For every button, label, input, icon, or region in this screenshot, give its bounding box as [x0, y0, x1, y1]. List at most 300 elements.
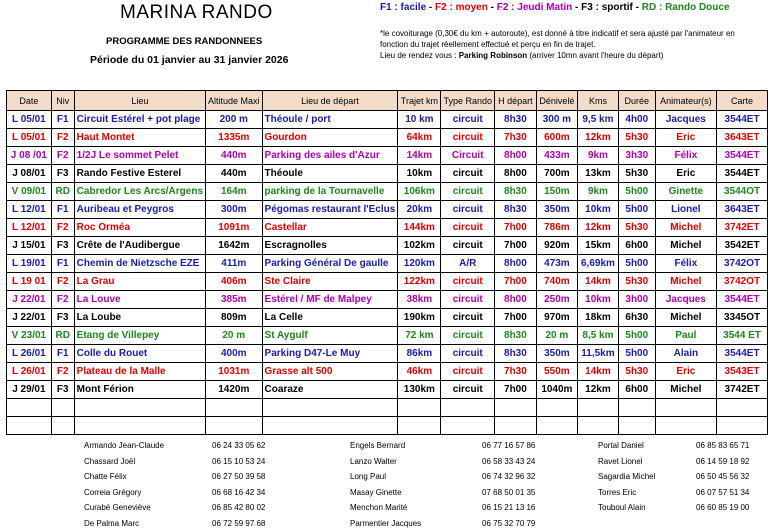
table-cell: Auribeau et Peygros — [74, 201, 205, 219]
table-row — [7, 291, 768, 309]
table-cell: 8h30 — [494, 183, 536, 201]
table-cell: circuit — [441, 345, 495, 363]
legend-item: F3 : sportif — [581, 2, 633, 13]
table-cell: 3742ET — [717, 381, 768, 399]
contact-row — [598, 469, 749, 485]
table-cell: 106km — [398, 183, 441, 201]
table-cell: 20km — [398, 201, 441, 219]
table-cell: F3 — [51, 237, 74, 255]
table-cell: 7h00 — [494, 381, 536, 399]
table-cell: 10 km — [398, 111, 441, 129]
contacts-col-1 — [84, 438, 265, 531]
table-cell: 72 km — [398, 327, 441, 345]
contact-row — [84, 438, 265, 454]
legend-item: RD : Rando Douce — [642, 2, 730, 13]
table-cell: circuit — [441, 237, 495, 255]
contact-phone: 06 74 32 96 32 — [482, 469, 535, 485]
contact-row — [598, 454, 749, 470]
hikes-table — [6, 90, 768, 435]
contact-row — [84, 500, 265, 516]
contact-phone: 06 85 83 65 71 — [696, 438, 749, 454]
table-cell: Jacques — [655, 291, 717, 309]
table-cell: J 22/01 — [7, 291, 52, 309]
table-cell: 1/2J Le sommet Pelet — [74, 147, 205, 165]
contact-phone: 07 68 50 01 35 — [482, 485, 535, 501]
table-cell: 385m — [206, 291, 263, 309]
table-cell: 20 m — [206, 327, 263, 345]
table-cell: 7h00 — [494, 219, 536, 237]
table-cell: 5h00 — [618, 201, 655, 219]
table-cell: circuit — [441, 129, 495, 147]
table-cell: 8,5 km — [577, 327, 618, 345]
table-cell: 8h30 — [494, 201, 536, 219]
contact-phone: 06 58 33 43 24 — [482, 454, 535, 470]
legend-item: - — [633, 2, 642, 13]
carpool-note: *le covoiturage (0,30€ du km + autoroute), est donné à titre indicatif et sera ajusté par l'animateur en fonction du trajet réellement effectué et perçu en fin de trajet. — [380, 28, 765, 50]
empty-cell — [7, 399, 52, 417]
table-cell: 3544ET — [717, 147, 768, 165]
table-row — [7, 183, 768, 201]
empty-cell — [262, 417, 398, 435]
table-cell: 8h30 — [494, 111, 536, 129]
page-title: MARINA RANDO — [120, 2, 273, 24]
table-cell: 3542ET — [717, 237, 768, 255]
table-cell: 440m — [206, 165, 263, 183]
table-cell: Eric — [655, 129, 717, 147]
table-cell: 8h00 — [494, 147, 536, 165]
empty-cell — [717, 399, 768, 417]
contact-phone: 06 24 33 05 62 — [212, 438, 265, 454]
contact-row — [350, 469, 535, 485]
contacts-col-3 — [598, 438, 749, 516]
table-cell: 18km — [577, 309, 618, 327]
table-row — [7, 363, 768, 381]
contact-name: Portal Daniel — [598, 438, 696, 454]
contact-row — [598, 485, 749, 501]
table-cell: 10km — [577, 291, 618, 309]
contact-row — [84, 454, 265, 470]
table-cell: 11,5km — [577, 345, 618, 363]
table-cell: 190km — [398, 309, 441, 327]
table-cell: 7h30 — [494, 363, 536, 381]
table-cell: Circuit Estérel + pot plage — [74, 111, 205, 129]
table-cell: 1642m — [206, 237, 263, 255]
column-header: Date — [7, 91, 52, 111]
table-cell: 433m — [536, 147, 577, 165]
table-cell: 5h00 — [618, 345, 655, 363]
contact-phone: 06 14 59 18 92 — [696, 454, 749, 470]
table-cell: 8h30 — [494, 327, 536, 345]
programme-subtitle: PROGRAMME DES RANDONNEES — [106, 36, 262, 47]
contact-name: De Palma Marc — [84, 516, 212, 531]
table-cell: F2 — [51, 147, 74, 165]
column-header: Animateur(s) — [655, 91, 717, 111]
table-cell: 400m — [206, 345, 263, 363]
contact-row — [84, 469, 265, 485]
table-cell: La Loube — [74, 309, 205, 327]
table-cell: F2 — [51, 273, 74, 291]
table-cell: Cabredor Les Arcs/Argens — [74, 183, 205, 201]
table-cell: 1420m — [206, 381, 263, 399]
table-cell: 46km — [398, 363, 441, 381]
column-header: Kms — [577, 91, 618, 111]
table-cell: 3544ET — [717, 345, 768, 363]
table-cell: circuit — [441, 273, 495, 291]
empty-cell — [51, 417, 74, 435]
contact-row — [350, 438, 535, 454]
table-cell: 7h00 — [494, 309, 536, 327]
table-cell: V 23/01 — [7, 327, 52, 345]
table-cell: F2 — [51, 291, 74, 309]
table-cell: 8h00 — [494, 291, 536, 309]
table-cell: 150m — [536, 183, 577, 201]
contact-row — [84, 485, 265, 501]
table-cell: Michel — [655, 237, 717, 255]
column-header: Type Rando — [441, 91, 495, 111]
table-row — [7, 111, 768, 129]
table-cell: RD — [51, 327, 74, 345]
table-cell: Michel — [655, 219, 717, 237]
table-cell: 10km — [398, 165, 441, 183]
table-cell: 4h00 — [618, 111, 655, 129]
contact-name: Ravet Lionel — [598, 454, 696, 470]
meeting-point-note — [380, 50, 765, 61]
table-cell: Estérel / MF de Malpey — [262, 291, 398, 309]
table-cell: circuit — [441, 183, 495, 201]
table-cell: 700m — [536, 165, 577, 183]
contact-row — [350, 454, 535, 470]
table-cell: Colle du Rouet — [74, 345, 205, 363]
table-cell: 3742OT — [717, 255, 768, 273]
contact-name: Correia Grégory — [84, 485, 212, 501]
level-legend — [380, 2, 730, 13]
table-cell: 8h30 — [494, 345, 536, 363]
table-cell: F1 — [51, 201, 74, 219]
table-cell: 7h00 — [494, 273, 536, 291]
table-cell: 406m — [206, 273, 263, 291]
table-cell: J 08/01 — [7, 165, 52, 183]
table-cell: Michel — [655, 273, 717, 291]
table-cell: 300m — [206, 201, 263, 219]
table-cell: F1 — [51, 111, 74, 129]
table-cell: 14km — [577, 363, 618, 381]
table-cell: 411m — [206, 255, 263, 273]
table-cell: 3742ET — [717, 219, 768, 237]
contact-phone: 06 85 42 80 02 — [212, 500, 265, 516]
table-cell: La Celle — [262, 309, 398, 327]
table-cell: 5h30 — [618, 129, 655, 147]
contact-row — [350, 485, 535, 501]
table-cell: circuit — [441, 219, 495, 237]
table-cell: 3345OT — [717, 309, 768, 327]
table-cell: Coaraze — [262, 381, 398, 399]
table-cell: 3544ET — [717, 111, 768, 129]
table-cell: F2 — [51, 129, 74, 147]
table-cell: L 19/01 — [7, 255, 52, 273]
table-header-row — [7, 91, 768, 111]
table-cell: 9km — [577, 183, 618, 201]
table-row — [7, 309, 768, 327]
table-cell: Castellar — [262, 219, 398, 237]
contact-name: Long Paul — [350, 469, 482, 485]
empty-cell — [51, 399, 74, 417]
column-header: Altitude Maxi — [206, 91, 263, 111]
empty-cell — [7, 417, 52, 435]
table-cell: 3543ET — [717, 363, 768, 381]
empty-cell — [536, 417, 577, 435]
table-cell: 5h30 — [618, 165, 655, 183]
table-cell: J 22/01 — [7, 309, 52, 327]
period-label: Période du 01 janvier au 31 janvier 2026 — [90, 54, 288, 66]
table-cell: Jacques — [655, 111, 717, 129]
table-cell: 920m — [536, 237, 577, 255]
table-cell: 5h30 — [618, 273, 655, 291]
table-row — [7, 273, 768, 291]
table-cell: Pégomas restaurant l'Eclus — [262, 201, 398, 219]
legend-item: - — [426, 2, 435, 13]
table-cell: Théoule / port — [262, 111, 398, 129]
contact-phone: 06 50 45 56 32 — [696, 469, 749, 485]
contact-phone: 06 72 59 97 68 — [212, 516, 265, 531]
table-cell: 9km — [577, 147, 618, 165]
empty-cell — [618, 417, 655, 435]
table-cell: circuit — [441, 327, 495, 345]
legend-item: F2 : Jeudi Matin — [497, 2, 573, 13]
contact-name: Torres Eric — [598, 485, 696, 501]
column-header: Durée — [618, 91, 655, 111]
empty-cell — [494, 399, 536, 417]
table-cell: F1 — [51, 345, 74, 363]
table-cell: St Aygulf — [262, 327, 398, 345]
table-cell: 130km — [398, 381, 441, 399]
table-cell: 5h00 — [618, 183, 655, 201]
empty-cell — [577, 399, 618, 417]
table-cell: circuit — [441, 291, 495, 309]
table-cell: L 19 01 — [7, 273, 52, 291]
table-cell: 102km — [398, 237, 441, 255]
table-cell: 350m — [536, 345, 577, 363]
table-row — [7, 255, 768, 273]
table-cell: circuit — [441, 201, 495, 219]
table-row — [7, 165, 768, 183]
table-cell: 12km — [577, 129, 618, 147]
table-cell: Mont Férion — [74, 381, 205, 399]
table-cell: Chemin de Nietzsche EZE — [74, 255, 205, 273]
table-cell: Plateau de la Malle — [74, 363, 205, 381]
table-cell: 20 m — [536, 327, 577, 345]
table-cell: 440m — [206, 147, 263, 165]
notes-block — [380, 28, 765, 61]
contact-name: Menchon Marité — [350, 500, 482, 516]
table-cell: 200 m — [206, 111, 263, 129]
table-row — [7, 201, 768, 219]
contact-name: Masay Ginette — [350, 485, 482, 501]
meeting-prefix: Lieu de rendez vous : — [380, 51, 459, 60]
table-cell: Roc Orméa — [74, 219, 205, 237]
table-cell: Michel — [655, 381, 717, 399]
table-cell: Escragnolles — [262, 237, 398, 255]
empty-cell — [441, 399, 495, 417]
table-cell: 3643ET — [717, 201, 768, 219]
table-row — [7, 147, 768, 165]
table-cell: circuit — [441, 363, 495, 381]
table-cell: 14km — [398, 147, 441, 165]
table-cell: J 29/01 — [7, 381, 52, 399]
contact-phone: 06 75 32 70 79 — [482, 516, 535, 531]
table-row — [7, 219, 768, 237]
table-cell: 8h00 — [494, 255, 536, 273]
contact-phone: 06 68 16 42 34 — [212, 485, 265, 501]
table-cell: La Louve — [74, 291, 205, 309]
table-cell: Crête de l'Audibergue — [74, 237, 205, 255]
table-cell: 300 m — [536, 111, 577, 129]
table-cell: Grasse alt 500 — [262, 363, 398, 381]
contact-phone: 06 15 21 13 16 — [482, 500, 535, 516]
empty-row — [7, 399, 768, 417]
table-cell: 350m — [536, 201, 577, 219]
empty-cell — [655, 417, 717, 435]
column-header: Trajet km — [398, 91, 441, 111]
legend-item: F1 : facile — [380, 2, 426, 13]
empty-cell — [577, 417, 618, 435]
table-cell: 5h30 — [618, 219, 655, 237]
table-cell: L 05/01 — [7, 129, 52, 147]
table-cell: F1 — [51, 255, 74, 273]
table-cell: circuit — [441, 381, 495, 399]
table-cell: circuit — [441, 165, 495, 183]
table-cell: circuit — [441, 309, 495, 327]
contact-name: Chassard Joël — [84, 454, 212, 470]
empty-cell — [74, 399, 205, 417]
table-cell: 6h00 — [618, 381, 655, 399]
table-cell: Ginette — [655, 183, 717, 201]
table-cell: Théoule — [262, 165, 398, 183]
empty-cell — [206, 399, 263, 417]
contact-phone: 06 77 16 57 86 — [482, 438, 535, 454]
column-header: Niv — [51, 91, 74, 111]
table-cell: 10km — [577, 201, 618, 219]
empty-cell — [262, 399, 398, 417]
table-cell: 786m — [536, 219, 577, 237]
table-cell: 12km — [577, 219, 618, 237]
table-cell: 15km — [577, 237, 618, 255]
table-cell: 740m — [536, 273, 577, 291]
table-cell: 164m — [206, 183, 263, 201]
table-cell: Circuit — [441, 147, 495, 165]
table-cell: L 26/01 — [7, 363, 52, 381]
table-cell: 600m — [536, 129, 577, 147]
table-cell: 14km — [577, 273, 618, 291]
table-row — [7, 129, 768, 147]
table-cell: 7h00 — [494, 237, 536, 255]
table-cell: 64km — [398, 129, 441, 147]
table-cell: 6h30 — [618, 309, 655, 327]
table-cell: J 15/01 — [7, 237, 52, 255]
table-cell: 5h30 — [618, 363, 655, 381]
contact-row — [598, 500, 749, 516]
table-cell: 1040m — [536, 381, 577, 399]
column-header: H départ — [494, 91, 536, 111]
empty-cell — [206, 417, 263, 435]
empty-cell — [717, 417, 768, 435]
legend-item: - — [572, 2, 581, 13]
table-cell: 6,69km — [577, 255, 618, 273]
table-cell: 473m — [536, 255, 577, 273]
contact-row — [350, 500, 535, 516]
table-row — [7, 327, 768, 345]
table-cell: Rando Festive Esterel — [74, 165, 205, 183]
contacts-col-2 — [350, 438, 535, 531]
table-cell: 1091m — [206, 219, 263, 237]
table-cell: 122km — [398, 273, 441, 291]
legend-item: F2 : moyen — [435, 2, 488, 13]
legend-item: - — [488, 2, 497, 13]
table-cell: Félix — [655, 147, 717, 165]
table-cell: 970m — [536, 309, 577, 327]
table-cell: F3 — [51, 165, 74, 183]
table-cell: 120km — [398, 255, 441, 273]
table-cell: A/R — [441, 255, 495, 273]
table-cell: 3544 ET — [717, 327, 768, 345]
table-cell: J 08 /01 — [7, 147, 52, 165]
table-cell: 3h30 — [618, 147, 655, 165]
table-row — [7, 345, 768, 363]
empty-cell — [74, 417, 205, 435]
column-header: Carte — [717, 91, 768, 111]
contact-row — [598, 438, 749, 454]
table-cell: Parking des ailes d'Azur — [262, 147, 398, 165]
contact-phone: 06 15 10 53 24 — [212, 454, 265, 470]
contact-phone: 06 27 50 39 58 — [212, 469, 265, 485]
table-cell: F2 — [51, 363, 74, 381]
table-cell: F3 — [51, 381, 74, 399]
column-header: Lieu de départ — [262, 91, 398, 111]
table-cell: Eric — [655, 363, 717, 381]
table-cell: Lionel — [655, 201, 717, 219]
table-cell: La Grau — [74, 273, 205, 291]
table-cell: RD — [51, 183, 74, 201]
empty-cell — [441, 417, 495, 435]
table-cell: Etang de Villepey — [74, 327, 205, 345]
empty-row — [7, 417, 768, 435]
empty-cell — [618, 399, 655, 417]
column-header: Lieu — [74, 91, 205, 111]
meeting-suffix: (arriver 10mn avant l'heure du départ) — [527, 51, 663, 60]
table-cell: 3643ET — [717, 129, 768, 147]
table-cell: 1031m — [206, 363, 263, 381]
contact-name: Touboul Alain — [598, 500, 696, 516]
table-cell: Parking Général De gaulle — [262, 255, 398, 273]
table-cell: 5h00 — [618, 255, 655, 273]
contact-name: Sagardia Michel — [598, 469, 696, 485]
table-cell: 550m — [536, 363, 577, 381]
table-cell: 13km — [577, 165, 618, 183]
meeting-place: Parking Robinson — [459, 51, 527, 60]
table-cell: Parking D47-Le Muy — [262, 345, 398, 363]
table-cell: Ste Claire — [262, 273, 398, 291]
table-row — [7, 237, 768, 255]
table-cell: Gourdon — [262, 129, 398, 147]
contact-phone: 06 60 85 19 00 — [696, 500, 749, 516]
contact-name: Curabé Geneviève — [84, 500, 212, 516]
table-cell: parking de la Tournavelle — [262, 183, 398, 201]
table-cell: L 05/01 — [7, 111, 52, 129]
contact-name: Lanzo Walter — [350, 454, 482, 470]
table-cell: Haut Montet — [74, 129, 205, 147]
table-cell: 3544OT — [717, 183, 768, 201]
table-cell: Félix — [655, 255, 717, 273]
table-cell: V 09/01 — [7, 183, 52, 201]
